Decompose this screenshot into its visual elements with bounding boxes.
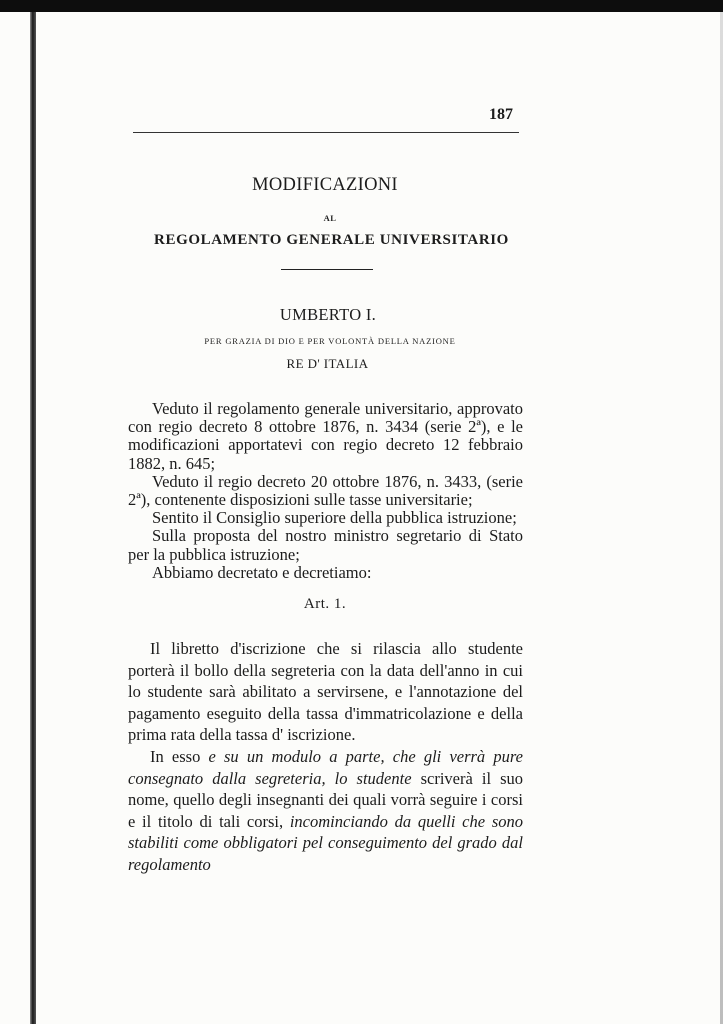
article-body bbox=[128, 638, 523, 876]
article-paragraph: Il libretto d'iscrizione che si rilascia allo studente porterà il bollo della segreteria con la data dell'anno in cui lo studente sarà abilitato a servirsene, e l'annotazione del pagamento eseguito della tassa d'immatricolazione e della prima rata della tassa d' iscrizione. bbox=[128, 639, 523, 745]
title-divider bbox=[281, 269, 373, 270]
document-title: MODIFICAZIONI bbox=[252, 175, 398, 195]
royal-title: RE D' ITALIA bbox=[286, 356, 369, 371]
preamble-paragraph: Abbiamo decretato e decretiamo: bbox=[152, 562, 372, 582]
preamble-paragraph: Veduto il regio decreto 20 ottobre 1876, n. 3433, (serie 2ª), contenente disposizioni sulle tasse universitarie; bbox=[128, 471, 523, 510]
grace-formula: PER GRAZIA DI DIO E PER VOLONTÀ DELLA NAZIONE bbox=[204, 336, 456, 346]
preamble-paragraph: Sulla proposta del nostro ministro segretario di Stato per la pubblica istruzione; bbox=[128, 526, 523, 564]
title-connector: AL bbox=[323, 213, 337, 223]
paragraph-lead: In esso bbox=[150, 746, 209, 766]
header-rule bbox=[133, 132, 519, 133]
paragraph-middle: scriverà il suo nome, quello degli insegnanti dei quali vorrà seguire i corsi e il titolo di tali corsi, bbox=[128, 768, 523, 831]
document-subtitle: REGOLAMENTO GENERALE UNIVERSITARIO bbox=[154, 232, 509, 248]
article-heading: Art. 1. bbox=[303, 596, 347, 612]
italic-passage: incominciando da quelli che sono stabiliti come obbligatori pel conseguimento del grado dal regolamento bbox=[128, 811, 523, 874]
preamble-paragraph: Veduto il regolamento generale universitario, approvato con regio decreto 8 ottobre 1876, n. 3434 (serie 2ª), e le modificazioni apportatevi con regio decreto 12 febbraio 1882, n. 645; bbox=[128, 399, 523, 473]
preamble-paragraph: Sentito il Consiglio superiore della pubblica istruzione; bbox=[152, 508, 517, 528]
king-name: UMBERTO I. bbox=[279, 305, 377, 324]
scan-top-shadow bbox=[0, 0, 723, 12]
book-spine-shadow bbox=[30, 12, 36, 1024]
page-number: 187 bbox=[489, 106, 513, 123]
preamble bbox=[128, 400, 523, 582]
italic-passage: e su un modulo a parte, che gli verrà pure consegnato dalla segreteria, lo studente bbox=[128, 746, 523, 788]
article-paragraph bbox=[128, 746, 523, 876]
